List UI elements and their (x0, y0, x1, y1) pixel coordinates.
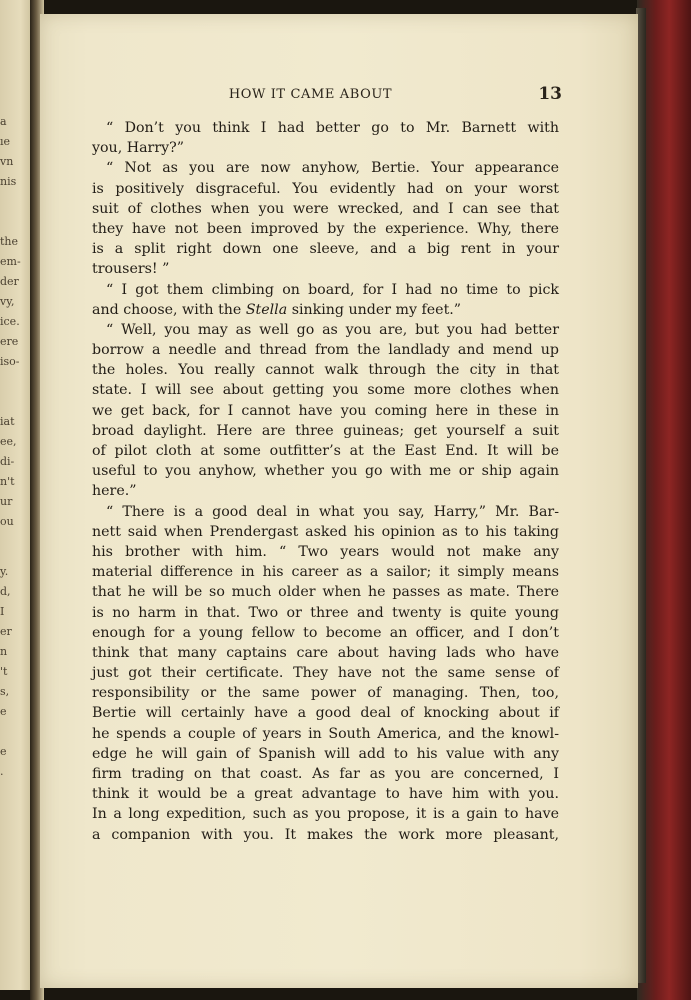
text-line: think it would be a great advantage to have him with you. (92, 786, 559, 803)
text-line: state. I will see about getting you some more clothes when (92, 382, 559, 399)
facing-page-fragment: 't (0, 665, 8, 678)
text-line: nett said when Prendergast asked his opinion as to his taking (92, 523, 559, 540)
facing-page-fragment: ere (0, 335, 19, 348)
facing-page-fragment: vy, (0, 295, 15, 308)
text-line: “ Not as you are now anyhow, Bertie. Your appearance (106, 160, 559, 177)
text-line: is no harm in that. Two or three and twenty is quite young (92, 604, 559, 621)
text-line: “ I got them climbing on board, for I had no time to pick (106, 281, 559, 298)
facing-page-fragment: iat (0, 415, 15, 428)
text-line: edge he will gain of Spanish will add to his value with any (92, 745, 559, 762)
text-line: you, Harry?” (92, 140, 184, 157)
facing-page-fragment: der (0, 275, 19, 288)
text-line: of pilot cloth at some outfitter’s at the East End. It will be (92, 443, 559, 459)
facing-page-fragment: iso- (0, 355, 20, 368)
text-line: and choose, with the Stella sinking under my feet.” (92, 301, 462, 318)
text-line: is a split right down one sleeve, and a big rent in your (92, 241, 559, 258)
running-head-title: HOW IT CAME ABOUT (228, 87, 393, 102)
text-line: he spends a couple of years in South America, and the knowl- (92, 725, 559, 742)
text-line: his brother with him. “ Two years would not make any (92, 543, 559, 560)
facing-page-fragment: er (0, 625, 12, 638)
text-line: trousers! ” (92, 261, 170, 278)
text-line: firm trading on that coast. As far as you are concerned, I (92, 766, 559, 782)
facing-page-fragment: e (0, 745, 7, 758)
facing-page-fragment: . (0, 765, 4, 778)
running-head (90, 84, 578, 106)
text-line: suit of clothes when you were wrecked, and I can see that (92, 200, 559, 217)
text-line: that he will be so much older when he passes as mate. There (92, 584, 559, 601)
body-text (92, 118, 559, 845)
facing-page-edge (0, 0, 34, 990)
facing-page-fragment: ou (0, 515, 14, 528)
text-line: enough for a young fellow to become an officer, and I don’t (92, 624, 559, 641)
facing-page-fragment: ıe (0, 135, 11, 148)
facing-page-fragment: ice. (0, 315, 20, 328)
facing-page-fragment: ur (0, 495, 13, 508)
facing-page-fragment: y. (0, 565, 9, 578)
text-line: “ Don’t you think I had better go to Mr. Barnett with (106, 120, 559, 136)
facing-page-fragment: d, (0, 585, 11, 598)
facing-page-fragment: n (0, 645, 8, 658)
text-line: we get back, for I cannot have you coming here in these in (92, 402, 559, 419)
text-line: In a long expedition, such as you propose, it is a gain to have (92, 806, 559, 823)
facing-page-fragment: I (0, 605, 5, 618)
text-line: think that many captains care about having lads who have (92, 644, 559, 661)
text-line: they have not been improved by the experience. Why, there (92, 220, 559, 237)
facing-page-fragment: n't (0, 475, 15, 488)
text-line: here.” (92, 483, 137, 500)
facing-page-fragment: di- (0, 455, 15, 468)
text-line: the holes. You really cannot walk through the city in that (92, 362, 559, 379)
text-line: material difference in his career as a sailor; it simply means (92, 564, 559, 581)
text-line: “ There is a good deal in what you say, Harry,” Mr. Bar- (106, 503, 559, 520)
page-number: 13 (538, 84, 562, 104)
facing-page-fragment: e (0, 705, 7, 718)
text-line: a companion with you. It makes the work more pleasant, (92, 826, 559, 843)
text-line: responsibility or the same power of managing. Then, too, (92, 685, 559, 702)
text-line: is positively disgraceful. You evidently had on your worst (92, 180, 559, 197)
facing-page-fragment: vn (0, 155, 14, 168)
text-line: just got their certificate. They have not the same sense of (92, 665, 559, 682)
text-line: useful to you anyhow, whether you go with me or ship again (92, 463, 559, 480)
facing-page-fragment: s, (0, 685, 10, 698)
facing-page-fragment: a (0, 115, 7, 128)
text-line: borrow a needle and thread from the landlady and mend up (92, 342, 559, 359)
text-line: broad daylight. Here are three guineas; get yourself a suit (92, 422, 559, 439)
facing-page-fragment: ee, (0, 435, 17, 448)
facing-page-fragment: em- (0, 255, 21, 268)
ship-name: Stella (245, 301, 288, 318)
facing-page-fragment: the (0, 235, 19, 248)
book-page (40, 14, 638, 988)
text-line: “ Well, you may as well go as you are, but you had better (106, 321, 559, 338)
facing-page-fragment: nis (0, 175, 17, 188)
text-line: Bertie will certainly have a good deal of knocking about if (92, 705, 559, 722)
